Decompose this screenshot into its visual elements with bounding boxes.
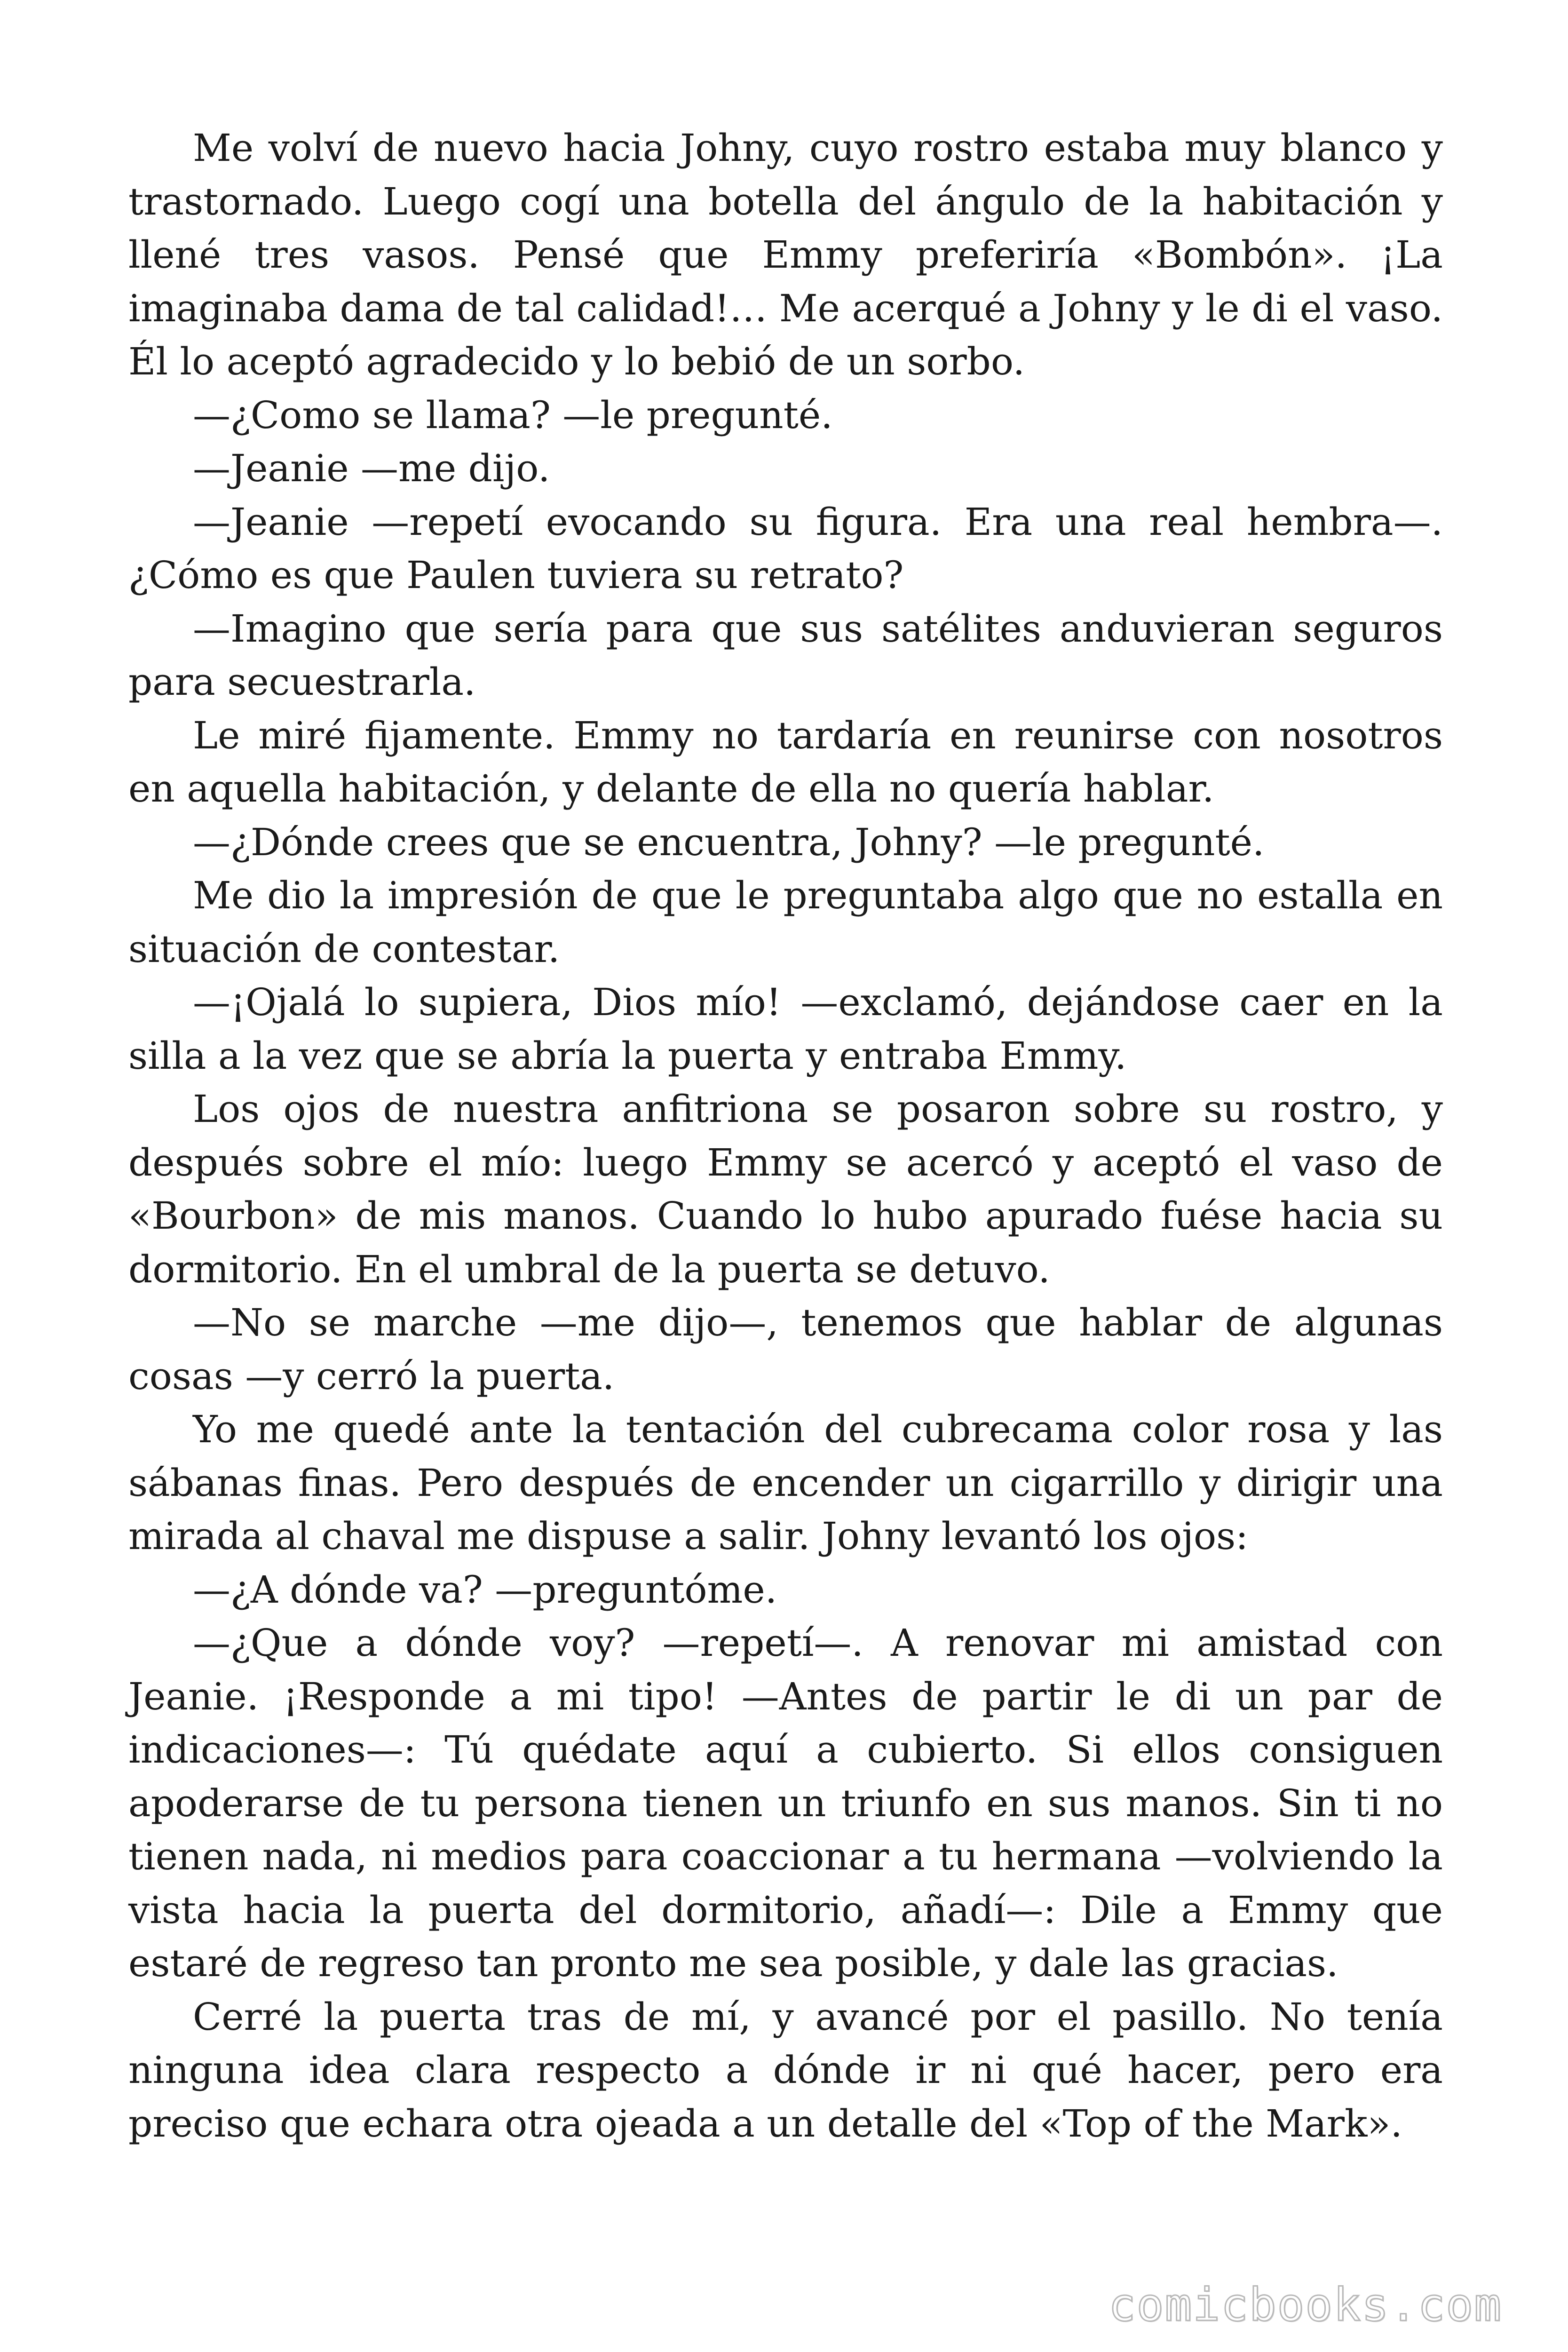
paragraph: Los ojos de nuestra anfitriona se posaron sobre su rostro, y después sobre el mío: luego Emmy se acercó y aceptó el vaso de «Bourbon» de mis manos. Cuando lo hubo apurado fuése hacia su dormitorio. En el umbral de la puerta se detuvo. [128, 1087, 1443, 1291]
paragraph: Cerré la puerta tras de mí, y avancé por el pasillo. No tenía ninguna idea clara respecto a dónde ir ni qué hacer, pero era preciso que echara otra ojeada a un detalle del «Top of the Mark». [128, 1994, 1443, 2145]
watermark: comicbooks.com [1108, 2279, 1502, 2331]
paragraph: —No se marche —me dijo—, tenemos que hablar de algunas cosas —y cerró la puerta. [128, 1301, 1443, 1398]
paragraph: —¡Ojalá lo supiera, Dios mío! —exclamó, dejándose caer en la silla a la vez que se abría la puerta y entraba Emmy. [128, 980, 1443, 1078]
paragraph: Me volví de nuevo hacia Johny, cuyo rostro estaba muy blanco y trastornado. Luego cogí una botella del ángulo de la habitación y llené tres vasos. Pensé que Emmy preferiría «Bombón». ¡La imaginaba dama de tal calidad!… Me acerqué a Johny y le di el vaso. Él lo aceptó agradecido y lo bebió de un sorbo. [128, 126, 1443, 383]
paragraph: Yo me quedé ante la tentación del cubrecama color rosa y las sábanas finas. Pero después de encender un cigarrillo y dirigir una mirada al chaval me dispuse a salir. Johny levantó los ojos: [128, 1407, 1443, 1558]
paragraph: —¿A dónde va? —preguntóme. [193, 1567, 777, 1612]
paragraph: —Jeanie —me dijo. [193, 446, 550, 490]
paragraph: —¿Como se llama? —le pregunté. [193, 393, 833, 437]
paragraph: Le miré fijamente. Emmy no tardaría en reunirse con nosotros en aquella habitación, y delante de ella no quería hablar. [128, 713, 1443, 810]
paragraph: —Jeanie —repetí evocando su figura. Era una real hembra—. ¿Cómo es que Paulen tuviera su retrato? [128, 500, 1443, 597]
paragraph: —Imagino que sería para que sus satélites anduvieran seguros para secuestrarla. [128, 606, 1443, 704]
paragraph: —¿Que a dónde voy? —repetí—. A renovar mi amistad con Jeanie. ¡Responde a mi tipo! —Antes de partir le di un par de indicaciones—: Tú quédate aquí a cubierto. Si ellos consiguen apoderarse de tu persona tienen un triunfo en sus manos. Sin ti no tienen nada, ni medios para coaccionar a tu hermana —volviendo la vista hacia la puerta del dormitorio, añadí—: Dile a Emmy que estaré de regreso tan pronto me sea posible, y dale las gracias. [128, 1621, 1443, 1985]
paragraph: —¿Dónde crees que se encuentra, Johny? —le pregunté. [193, 820, 1265, 864]
paragraph: Me dio la impresión de que le preguntaba algo que no estalla en situación de contestar. [128, 874, 1443, 971]
body-text [128, 121, 1443, 2150]
